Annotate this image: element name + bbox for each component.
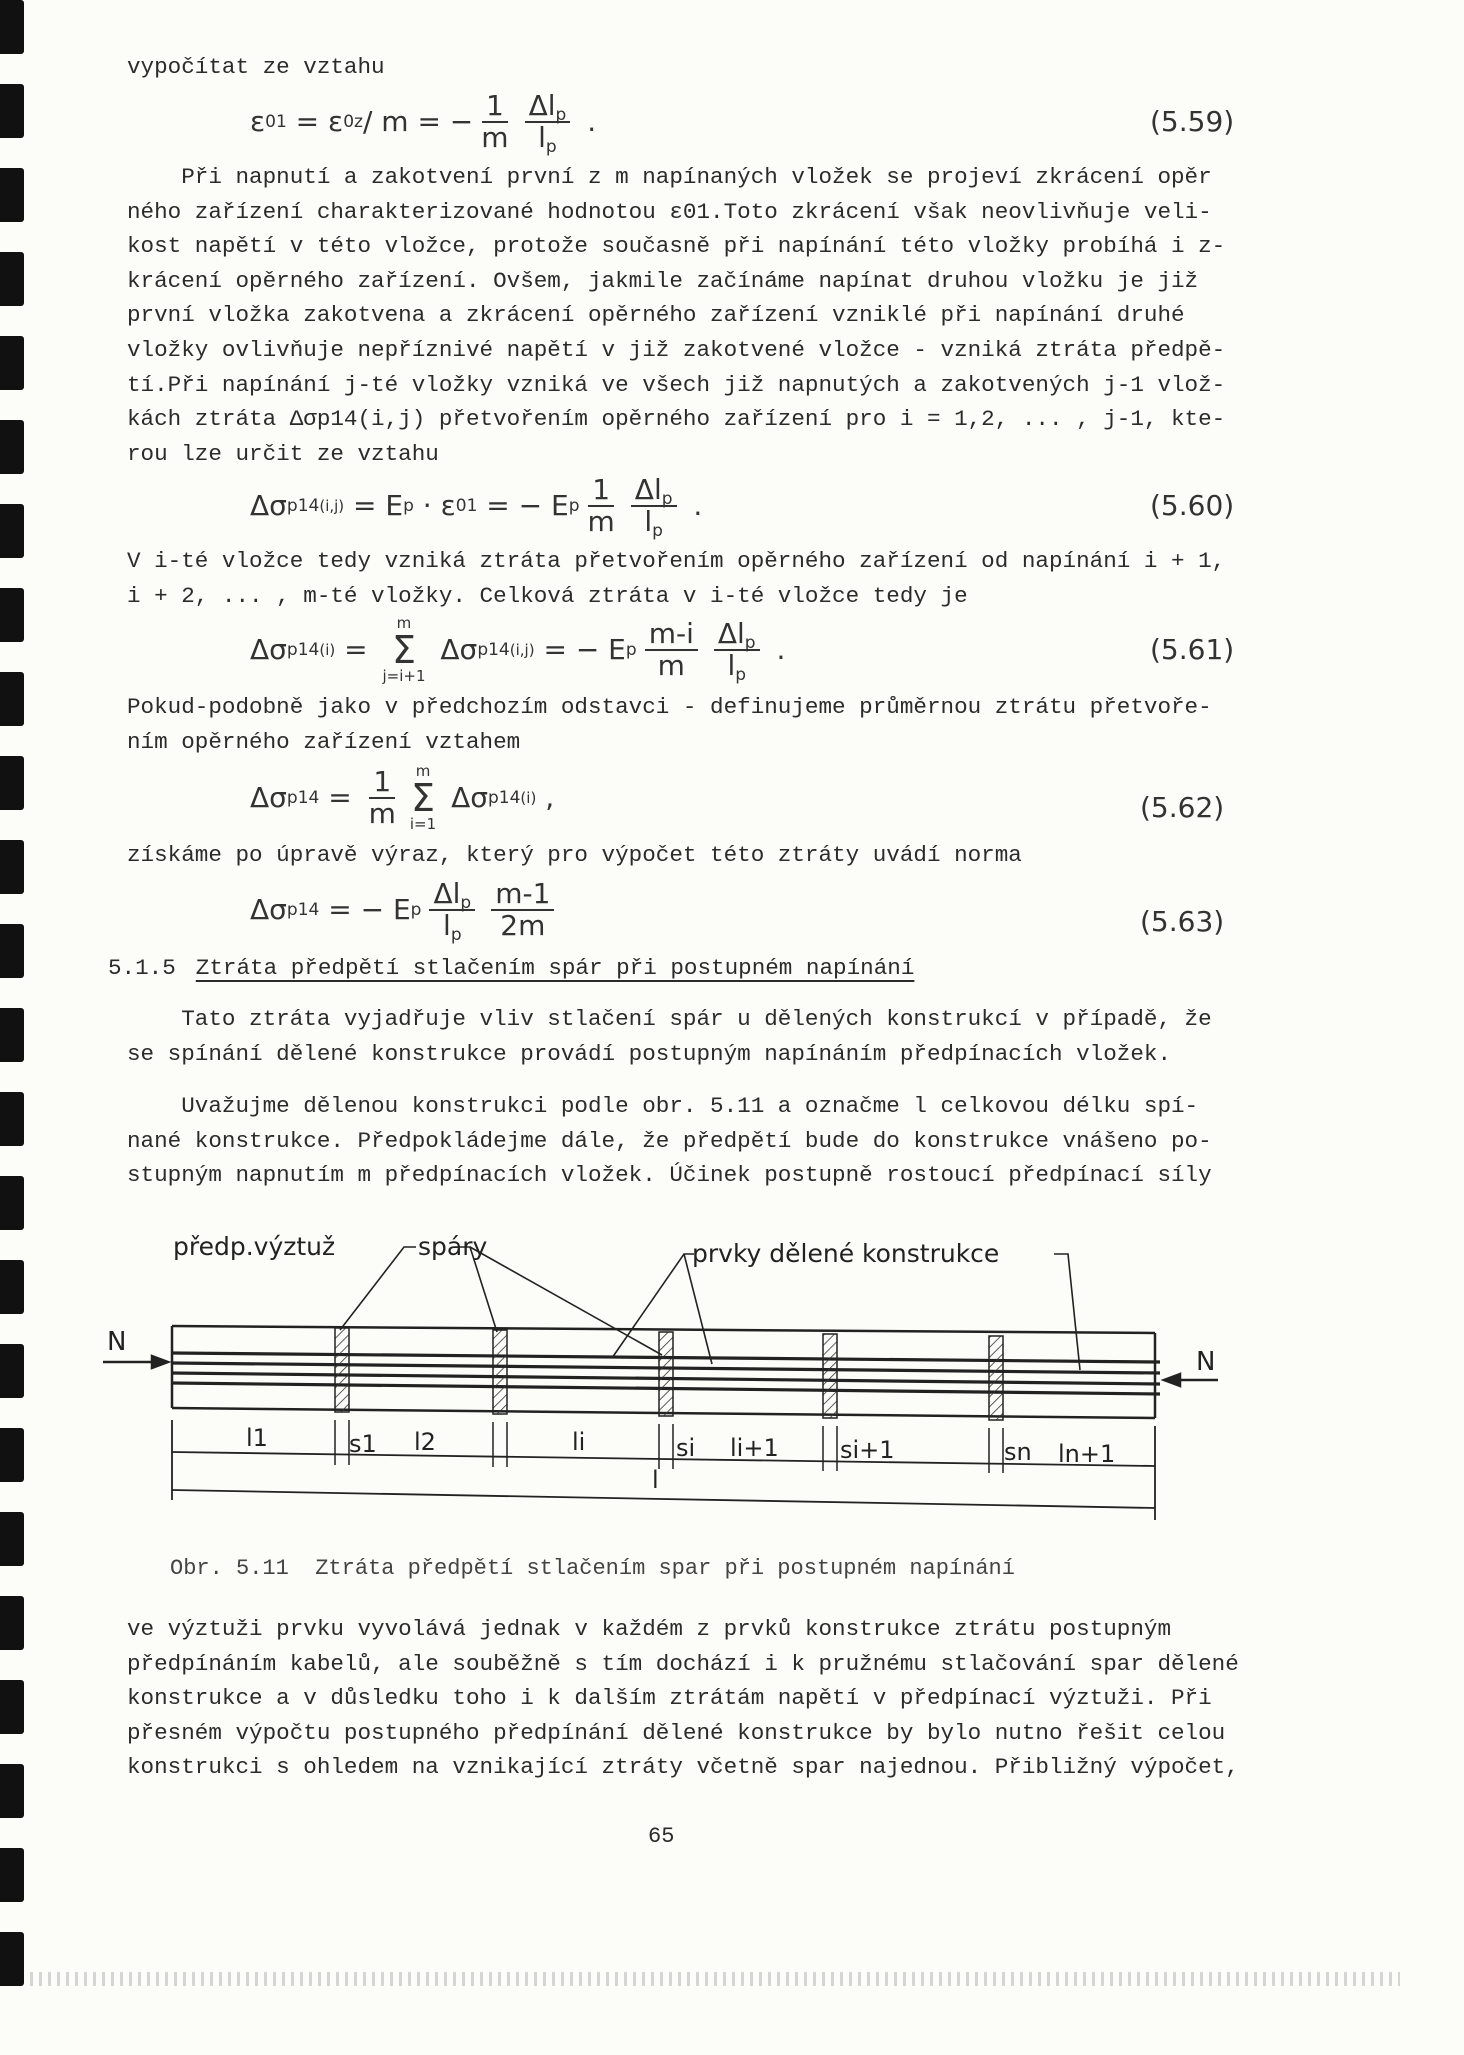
joint: [493, 1330, 507, 1414]
eq-sub: p: [410, 899, 422, 920]
eq-symbol: Δσ: [250, 633, 287, 666]
denominator: m: [587, 505, 615, 538]
text-line: stupným napnutím m předpínacích vložek. Účinek postupně rostoucí předpínací síly: [127, 1162, 1212, 1189]
text-line: Při napnutí a zakotvení první z m napínaných vložek se projeví zkrácení opěr: [127, 164, 1212, 190]
text-line: předpínáním kabelů, ale souběžně s tím dochází i k pružnému stlačování spar dělené: [127, 1650, 1239, 1677]
eq-term: l: [644, 505, 653, 538]
dimension-line-total: [172, 1490, 1155, 1508]
sum-lower: i=1: [409, 815, 437, 833]
eq-sup: (i): [319, 640, 336, 659]
eq-symbol: Δσ: [250, 781, 287, 814]
equation-number: (5.61): [1150, 633, 1235, 666]
label-prestressing-tendon: předp.výztuž: [173, 1232, 336, 1261]
text-line: Uvažujme dělenou konstrukci podle obr. 5.11 a označme l celkovou délku spí-: [127, 1093, 1199, 1119]
joint: [659, 1332, 673, 1416]
eq-op: = E: [344, 489, 404, 522]
equation-number: (5.62): [1140, 791, 1225, 824]
eq-sub: p: [652, 521, 663, 541]
dim-label: si+1: [840, 1436, 895, 1464]
sum-lower: j=i+1: [382, 667, 426, 685]
denominator: 2m: [500, 909, 546, 942]
eq-sub: 0z: [343, 111, 363, 132]
text-line: i + 2, ... , m-té vložky. Celková ztráta v i-té vložce tedy je: [127, 582, 968, 609]
text-line: V i-té vložce tedy vzniká ztráta přetvořením opěrného zařízení od napínání i + 1,: [127, 548, 1226, 574]
text-line: Pokud-podobně jako v předchozím odstavci - definujeme průměrnou ztrátu přetvoře-: [127, 694, 1212, 720]
eq-symbol: Δσ: [442, 781, 488, 814]
eq-sub: p14: [286, 495, 320, 516]
text-line: přesném výpočtu postupného předpínání dělené konstrukce by bylo nutno řešit celou: [127, 1719, 1226, 1746]
dim-label: ln+1: [1058, 1440, 1116, 1468]
section-number: 5.1.5: [108, 955, 176, 981]
eq-sub: p: [744, 633, 756, 653]
label-joints: spáry: [418, 1232, 488, 1261]
eq-symbol: ε: [328, 105, 344, 138]
eq-op: =: [319, 781, 361, 814]
eq-op: =: [286, 105, 329, 138]
eq-term: Δl: [528, 89, 556, 122]
numerator: 1: [369, 767, 395, 799]
dim-label: l2: [414, 1428, 436, 1456]
section-title: Ztráta předpětí stlačením spár při postupném napínání: [195, 955, 915, 981]
text-line: ného zařízení charakterizované hodnotou ε01.Toto zkrácení však neovlivňuje veli-: [127, 198, 1212, 225]
text-line: krácení opěrného zařízení. Ovšem, jakmile začínáme napínat druhou vložku je již: [127, 267, 1199, 294]
text-line: konstrukci s ohledem na vznikající ztráty včetně spar najednou. Přibližný výpočet,: [127, 1754, 1239, 1781]
equation-number: (5.63): [1140, 905, 1225, 938]
dim-label-total: l: [652, 1466, 659, 1494]
eq-term: l: [443, 909, 451, 942]
equation-number: (5.59): [1150, 105, 1235, 138]
denominator: m: [481, 121, 509, 154]
eq-op: =: [335, 633, 377, 666]
figure-caption: Obr. 5.11 Ztráta předpětí stlačením spar při postupném napínání: [170, 1556, 1015, 1581]
force-label-left: N: [107, 1327, 127, 1357]
eq-sub: p14: [286, 639, 320, 660]
eq-sub: p: [661, 489, 673, 509]
eq-sub: p: [450, 925, 462, 945]
arrowhead: [1164, 1374, 1180, 1386]
text-line: kách ztráta Δσp14(i,j) přetvořením opěrného zařízení pro i = 1,2, ... , j-1, kte-: [127, 406, 1226, 433]
text-line: první vložka zakotvena a zkrácení opěrného zařízení vzniklé při napínání druhé: [127, 302, 1185, 329]
text-line: nané konstrukce. Předpokládejme dále, že předpětí bude do konstrukce vnášeno po-: [127, 1127, 1212, 1154]
eq-op: = − E: [534, 633, 626, 666]
text-line: tí.Při napínání j-té vložky vzniká ve všech již napnutých a zakotvených j-1 vlož-: [127, 371, 1226, 398]
numerator: m-1: [491, 879, 554, 911]
dim-label: sn: [1004, 1438, 1032, 1466]
eq-sub: p: [568, 495, 580, 516]
dimension-labels: [246, 1424, 1115, 1494]
dim-label: si: [676, 1434, 696, 1462]
dim-label: li: [572, 1428, 586, 1456]
dim-label: l1: [246, 1424, 268, 1452]
joints: [335, 1328, 1003, 1420]
text-line: konstrukce a v důsledku toho i k dalším ztrátám napětí v předpínací výztuži. Při: [127, 1685, 1212, 1712]
eq-term: Δl: [634, 473, 662, 506]
eq-sub: p14: [286, 787, 320, 808]
numerator: 1: [588, 475, 614, 507]
eq-sup: (i,j): [509, 640, 535, 659]
text-line: kost napětí v této vložce, protože současně při napínání této vložky probíhá i z-: [127, 233, 1226, 260]
text-line: vložky ovlivňuje nepříznivé napětí v již zakotvené vložce - vzniká ztráta předpě-: [127, 337, 1226, 363]
equation-number: (5.60): [1150, 489, 1235, 522]
eq-symbol: ε: [250, 105, 266, 138]
label-segments: prvky dělené konstrukce: [692, 1239, 1000, 1268]
leader-line: [612, 1254, 694, 1358]
denominator: m: [657, 649, 685, 682]
eq-sub: p14: [286, 899, 320, 920]
eq-op: / m = −: [362, 105, 474, 138]
leader-line: [684, 1254, 712, 1364]
eq-op: = − E: [319, 893, 411, 926]
text-line: ve výztuži prvku vyvolává jednak v každém z prvků konstrukce ztrátu postupným: [127, 1616, 1172, 1642]
eq-op: = − E: [477, 489, 569, 522]
joint: [335, 1328, 349, 1412]
text-line: rou lze určit ze vztahu: [127, 440, 439, 467]
sum-sign: Σ: [411, 776, 436, 820]
dim-label: li+1: [730, 1434, 779, 1462]
joint: [823, 1334, 837, 1418]
eq-op: ,: [536, 781, 555, 814]
text-line: vypočítat ze vztahu: [127, 54, 385, 80]
dim-label: s1: [349, 1430, 377, 1458]
eq-symbol: Δσ: [431, 633, 478, 666]
eq-op: · ε: [413, 489, 456, 522]
denominator: m: [368, 797, 396, 830]
force-label-right: N: [1196, 1347, 1216, 1377]
eq-sub: p14: [477, 639, 510, 660]
eq-sub: p: [555, 105, 567, 125]
eq-term: Δl: [717, 617, 745, 650]
leader-line: [340, 1247, 416, 1330]
sum-upper: m: [396, 614, 412, 632]
joint: [989, 1336, 1003, 1420]
sum-upper: m: [415, 762, 431, 780]
text-line: Tato ztráta vyjadřuje vliv stlačení spár u dělených konstrukcí v případě, že: [127, 1006, 1212, 1032]
eq-sub: 01: [455, 495, 478, 516]
dimension-lines: [172, 1420, 1155, 1520]
scan-noise: [30, 1972, 1400, 1986]
eq-term: l: [727, 649, 736, 682]
eq-symbol: Δσ: [250, 893, 287, 926]
leader-line: [1054, 1254, 1080, 1370]
eq-sub: p: [735, 665, 747, 685]
eq-sub: p: [403, 495, 414, 516]
eq-sub: 01: [265, 111, 287, 132]
sum-sign: Σ: [391, 628, 416, 672]
arrowhead: [152, 1356, 168, 1368]
text-line: získáme po úpravě výraz, který pro výpočet této ztráty uvádí norma: [127, 842, 1022, 868]
numerator: m-i: [645, 619, 698, 651]
numerator: 1: [482, 91, 508, 123]
eq-symbol: Δσ: [250, 489, 287, 522]
eq-term: Δl: [433, 877, 461, 910]
eq-sup: (i,j): [319, 496, 345, 515]
eq-op: .: [684, 489, 703, 522]
text-line: ním opěrného zařízení vztahem: [127, 728, 521, 755]
page-number: 65: [648, 1824, 675, 1849]
eq-sub: p: [460, 893, 472, 913]
eq-sub: p: [545, 137, 557, 157]
eq-op: .: [578, 105, 597, 138]
eq-sub: p14: [487, 787, 521, 808]
eq-term: l: [538, 121, 546, 154]
text-line: se spínání dělené konstrukce provádí postupným napínáním předpínacích vložek.: [127, 1040, 1172, 1067]
eq-op: .: [767, 633, 786, 666]
eq-sup: (i): [520, 788, 537, 807]
eq-sub: p: [625, 639, 637, 660]
